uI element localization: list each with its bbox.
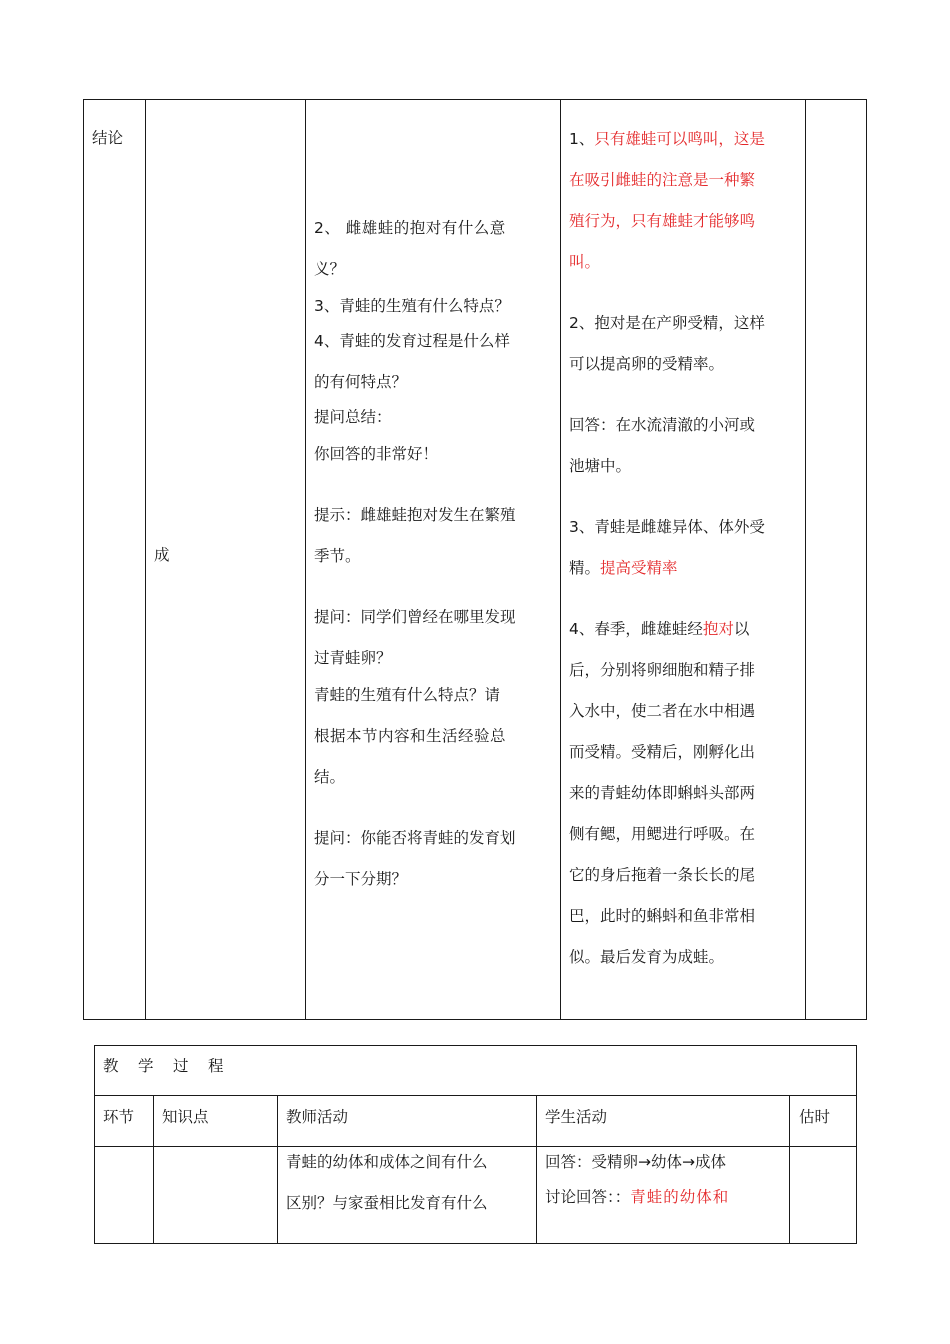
- lower-teacher-line: 青蛙的幼体和成体之间有什么: [286, 1153, 488, 1171]
- header-teacher-activity: 教师活动: [286, 1108, 349, 1126]
- student-answer-4-line: 来的青蛙幼体即蝌蚪头部两: [569, 784, 756, 802]
- teacher-line: 过青蛙卵？: [314, 649, 392, 667]
- student-answer-2-line: 可以提高卵的受精率。: [569, 355, 725, 373]
- lower-table-title: 教 学 过 程: [103, 1057, 226, 1075]
- lower-student-line: 回答：受精卵→幼体→成体: [545, 1153, 726, 1171]
- student-answer-location-line: 回答：在水流清澈的小河或: [569, 416, 756, 434]
- lower-header-separator: [94, 1146, 857, 1147]
- lower-col-line-4: [789, 1095, 790, 1244]
- lower-col-line-2: [277, 1095, 278, 1244]
- teacher-line: 的有何特点？: [314, 373, 408, 391]
- header-time-estimate: 估时: [799, 1108, 831, 1126]
- teacher-line: 2、 雌雄蛙的抱对有什么意: [314, 219, 506, 237]
- lower-top-border: [94, 1045, 857, 1046]
- student-answer-1-line: 在吸引雌蛙的注意是一种繁: [569, 171, 756, 189]
- teacher-line: 义？: [314, 260, 346, 278]
- upper-col-line-1: [83, 99, 84, 1020]
- teacher-line: 提示：雌雄蛙抱对发生在繁殖: [314, 506, 516, 524]
- student-answer-4-line: 巴，此时的蝌蚪和鱼非常相: [569, 907, 756, 925]
- teacher-line: 提问：同学们曾经在哪里发现: [314, 608, 516, 626]
- student-answer-4-line: 它的身后拖着一条长长的尾: [569, 866, 756, 884]
- answer-number: 1、: [569, 130, 595, 148]
- student-answer-3-line: [569, 558, 678, 578]
- student-answer-4-line: 入水中，使二者在水中相遇: [569, 702, 756, 720]
- lower-right-border: [856, 1045, 857, 1244]
- header-knowledge-point: 知识点: [162, 1108, 209, 1126]
- upper-col-line-3: [305, 99, 306, 1020]
- student-answer-4-line: 后，分别将卵细胞和精子排: [569, 661, 756, 679]
- header-section: 环节: [103, 1108, 135, 1126]
- upper-col-line-5: [805, 99, 806, 1020]
- student-answer-4-line: 似。最后发育为成蛙。: [569, 948, 725, 966]
- red-answer-text: 只有雄蛙可以鸣叫，这是: [594, 130, 765, 148]
- student-answer-3-line: 3、青蛙是雌雄异体、体外受: [569, 518, 765, 536]
- upper-bottom-border: [83, 1019, 867, 1020]
- teacher-line: 4、青蛙的发育过程是什么样: [314, 332, 510, 350]
- teacher-line: 提问总结：: [314, 408, 392, 426]
- teacher-line: 分一下分期？: [314, 870, 408, 888]
- student-answer-location-line: 池塘中。: [569, 457, 632, 475]
- upper-top-border: [83, 99, 867, 100]
- upper-col-line-2: [145, 99, 146, 1020]
- teacher-line: 青蛙的生殖有什么特点？请: [314, 686, 501, 704]
- student-answer-2-line: 2、抱对是在产卵受精，这样: [569, 314, 765, 332]
- answer-text: 4、春季，雌雄蛙经: [569, 620, 703, 638]
- section-label-conclusion: 结论: [92, 129, 124, 147]
- student-answer-4-line: [569, 619, 749, 639]
- upper-col-line-6: [866, 99, 867, 1020]
- teacher-line: 3、青蛙的生殖有什么特点？: [314, 297, 510, 315]
- teacher-line: 你回答的非常好！: [314, 445, 439, 463]
- lower-title-separator: [94, 1095, 857, 1096]
- teacher-line: 提问：你能否将青蛙的发育划: [314, 829, 516, 847]
- student-answer-1-line: [569, 129, 765, 149]
- answer-text: 讨论回答：：: [545, 1188, 631, 1206]
- answer-text: 精。: [569, 559, 601, 577]
- lower-left-border: [94, 1045, 95, 1244]
- header-student-activity: 学生活动: [545, 1108, 608, 1126]
- red-answer-text: 抱对: [702, 620, 734, 638]
- red-answer-text: 青蛙的幼体和: [630, 1188, 730, 1206]
- teacher-line: 根据本节内容和生活经验总: [314, 727, 507, 745]
- lower-col-line-3: [536, 1095, 537, 1244]
- student-answer-1-line: 叫。: [569, 253, 601, 271]
- teacher-line: 结。: [314, 768, 346, 786]
- lower-student-line: [545, 1187, 729, 1207]
- student-answer-4-line: 而受精。受精后，刚孵化出: [569, 743, 756, 761]
- lower-col-line-1: [153, 1095, 154, 1244]
- upper-col-line-4: [560, 99, 561, 1020]
- section-label-cheng: 成: [154, 546, 170, 564]
- lower-teacher-line: 区别？与家蚕相比发育有什么: [286, 1194, 488, 1212]
- teacher-line: 季节。: [314, 547, 361, 565]
- red-answer-text: 提高受精率: [600, 559, 678, 577]
- lower-bottom-border: [94, 1243, 857, 1244]
- answer-text: 以: [733, 620, 750, 638]
- student-answer-1-line: 殖行为，只有雄蛙才能够鸣: [569, 212, 756, 230]
- student-answer-4-line: 侧有鳃，用鳃进行呼吸。在: [569, 825, 756, 843]
